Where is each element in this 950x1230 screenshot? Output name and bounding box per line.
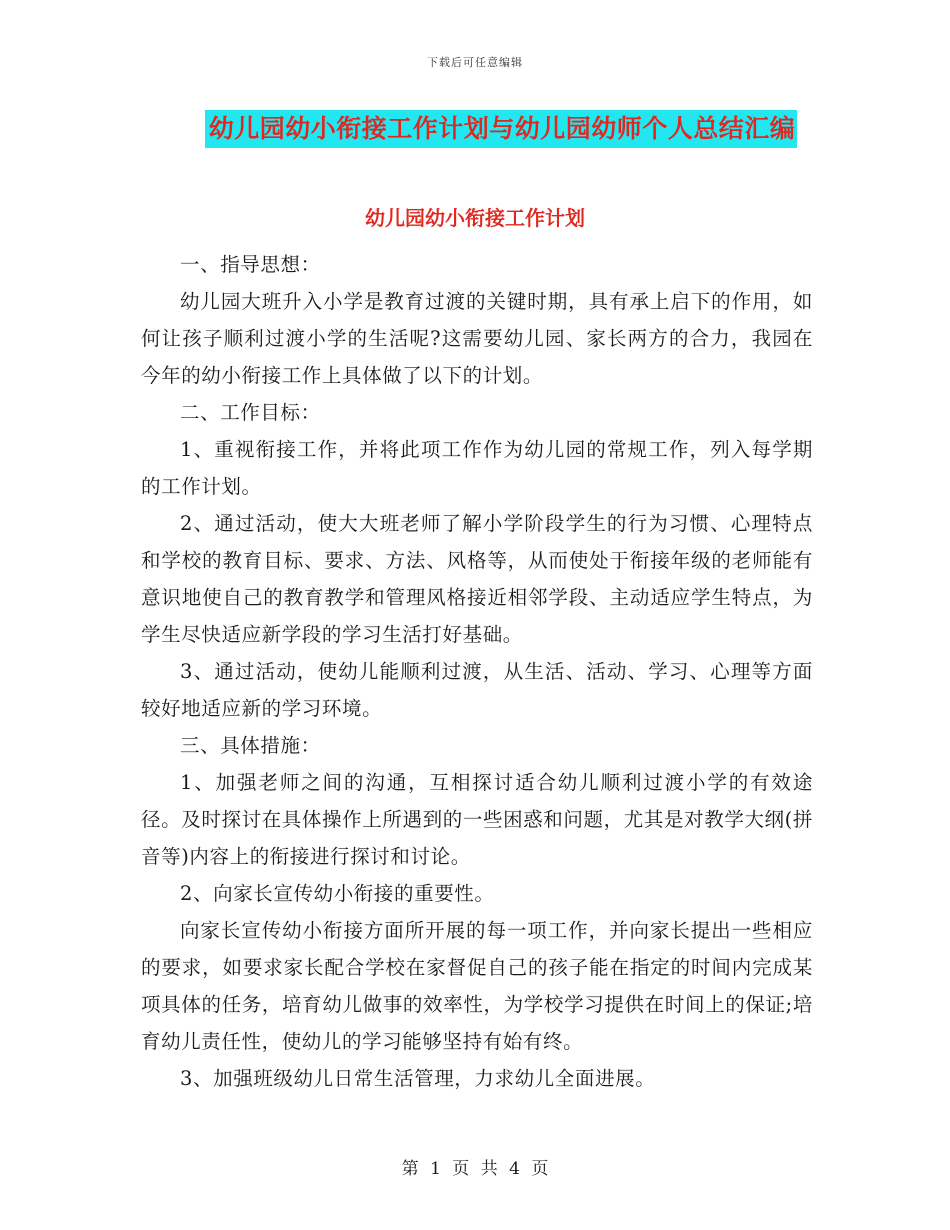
main-title-container <box>0 110 950 148</box>
document-body <box>141 246 813 1097</box>
paragraph: 1、加强老师之间的沟通，互相探讨适合幼儿顺利过渡小学的有效途径。及时探讨在具体操作上所遇到的一些困惑和问题，尤其是对教学大纲(拼音等)内容上的衔接进行探讨和讨论。 <box>141 771 813 868</box>
paragraph-heading-work-goals: 二、工作目标： <box>180 401 321 424</box>
paragraph: 2、通过活动，使大大班老师了解小学阶段学生的行为习惯、心理特点和学校的教育目标、要求、方法、风格等，从而使处于衔接年级的老师能有意识地使自己的教育教学和管理风格接近相邻学段、主动适应学生特点，为学生尽快适应新学段的学习生活打好基础。 <box>141 512 813 646</box>
header-note: 下载后可任意编辑 <box>427 56 523 69</box>
paragraph: 3、通过活动，使幼儿能顺利过渡，从生活、活动、学习、心理等方面较好地适应新的学习环境。 <box>141 660 813 720</box>
section-title: 幼儿园幼小衔接工作计划 <box>365 206 585 230</box>
paragraph: 2、向家长宣传幼小衔接的重要性。 <box>180 882 495 905</box>
paragraph-heading-guiding-ideology: 一、指导思想： <box>180 253 321 276</box>
paragraph: 向家长宣传幼小衔接方面所开展的每一项工作，并向家长提出一些相应的要求，如要求家长配合学校在家督促自己的孩子能在指定的时间内完成某项具体的任务，培育幼儿做事的效率性，为学校学习提供在时间上的保证;培育幼儿责任性，使幼儿的学习能够坚持有始有终。 <box>141 919 813 1053</box>
paragraph: 3、加强班级幼儿日常生活管理，力求幼儿全面进展。 <box>180 1067 656 1090</box>
page-number-footer: 第 1 页 共 4 页 <box>401 1159 549 1179</box>
paragraph-heading-measures: 三、具体措施： <box>180 734 321 757</box>
paragraph: 1、重视衔接工作，并将此项工作作为幼儿园的常规工作，列入每学期的工作计划。 <box>141 438 813 498</box>
paragraph: 幼儿园大班升入小学是教育过渡的关键时期，具有承上启下的作用，如何让孩子顺利过渡小学的生活呢?这需要幼儿园、家长两方的合力，我园在今年的幼小衔接工作上具体做了以下的计划。 <box>141 290 813 387</box>
document-main-title: 幼儿园幼小衔接工作计划与幼儿园幼师个人总结汇编 <box>205 110 798 148</box>
